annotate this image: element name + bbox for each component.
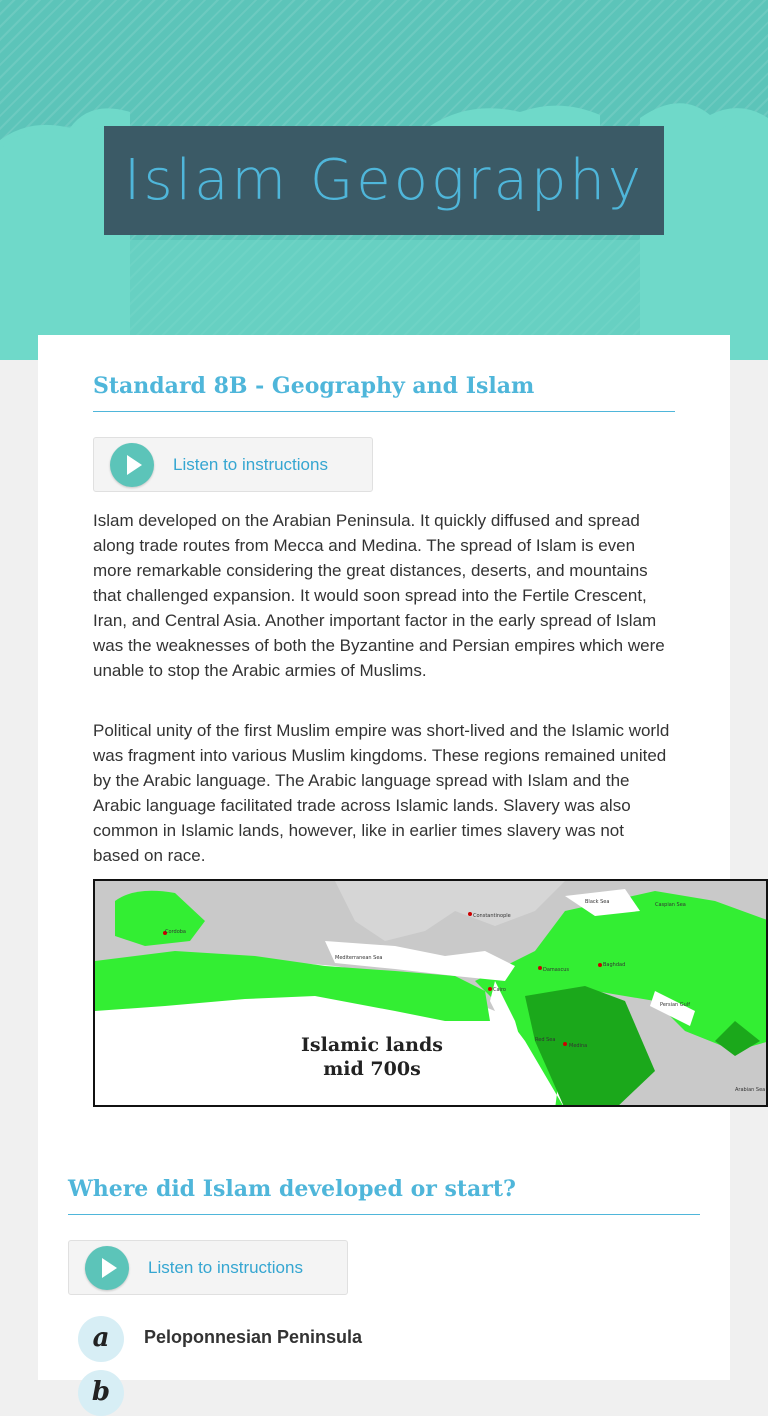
map-caption-line1: Islamic lands — [301, 1034, 443, 1056]
listen-label: Listen to instructions — [173, 455, 328, 474]
section-title-standard: Standard 8B - Geography and Islam — [93, 373, 535, 399]
title-box — [104, 126, 664, 235]
map-label-mediterranean: Mediterranean Sea — [335, 955, 383, 961]
paragraph-political-unity: Political unity of the first Muslim empire was short-lived and the Islamic world was fragment into various Muslim kingdoms. These regions remained united by the Arabic language. The Arabic language spread with Islam and the Arabic language facilitated trade across Islamic lands. Slavery was also common in Islamic lands, however, like in earlier times slavery was not based on race. — [93, 721, 670, 865]
map-label-constantinople: Constantinople — [473, 913, 511, 919]
listen-label: Listen to instructions — [148, 1258, 303, 1277]
map-graphic — [95, 881, 768, 1107]
map-label-cairo: Cairo — [493, 987, 506, 993]
islamic-lands-map — [93, 879, 768, 1107]
paragraph-intro: Islam developed on the Arabian Peninsula. It quickly diffused and spread along trade routes from Mecca and Medina. The spread of Islam is even more remarkable considering the great distances, deserts, and mountains that challenged expansion. It would soon spread into the Fertile Crescent, Iran, and Central Asia. Another important factor in the early spread of Islam was the weaknesses of both the Byzantine and Persian empires which were unable to stop the Arabic armies of Muslims. — [93, 511, 665, 680]
section-divider — [93, 411, 675, 412]
map-label-persian-gulf: Persian Gulf — [660, 1002, 690, 1008]
map-label-medina: Medina — [569, 1043, 588, 1049]
map-label-baghdad: Baghdad — [603, 962, 626, 968]
listen-to-instructions-button[interactable] — [93, 437, 373, 492]
question-title: Where did Islam developed or start? — [68, 1176, 516, 1202]
listen-to-instructions-button-2[interactable] — [68, 1240, 348, 1295]
question-divider — [68, 1214, 700, 1215]
map-label-damascus: Damascus — [543, 967, 569, 973]
map-label-caspian: Caspian Sea — [655, 902, 686, 908]
map-caption-line2: mid 700s — [323, 1058, 421, 1080]
map-label-black-sea: Black Sea — [585, 899, 610, 905]
option-text: Peloponnesian Peninsula — [144, 1327, 363, 1347]
option-letter-badge: b — [78, 1370, 124, 1416]
map-label-red-sea: Red Sea — [535, 1037, 556, 1043]
map-label-cordoba: Cordoba — [165, 929, 186, 935]
play-icon — [85, 1246, 129, 1290]
option-letter-badge: a — [78, 1316, 124, 1362]
header-background — [0, 0, 768, 360]
play-icon — [110, 443, 154, 487]
map-label-arabian-sea: Arabian Sea — [735, 1087, 766, 1093]
page-title: Islam Geography — [123, 148, 645, 213]
